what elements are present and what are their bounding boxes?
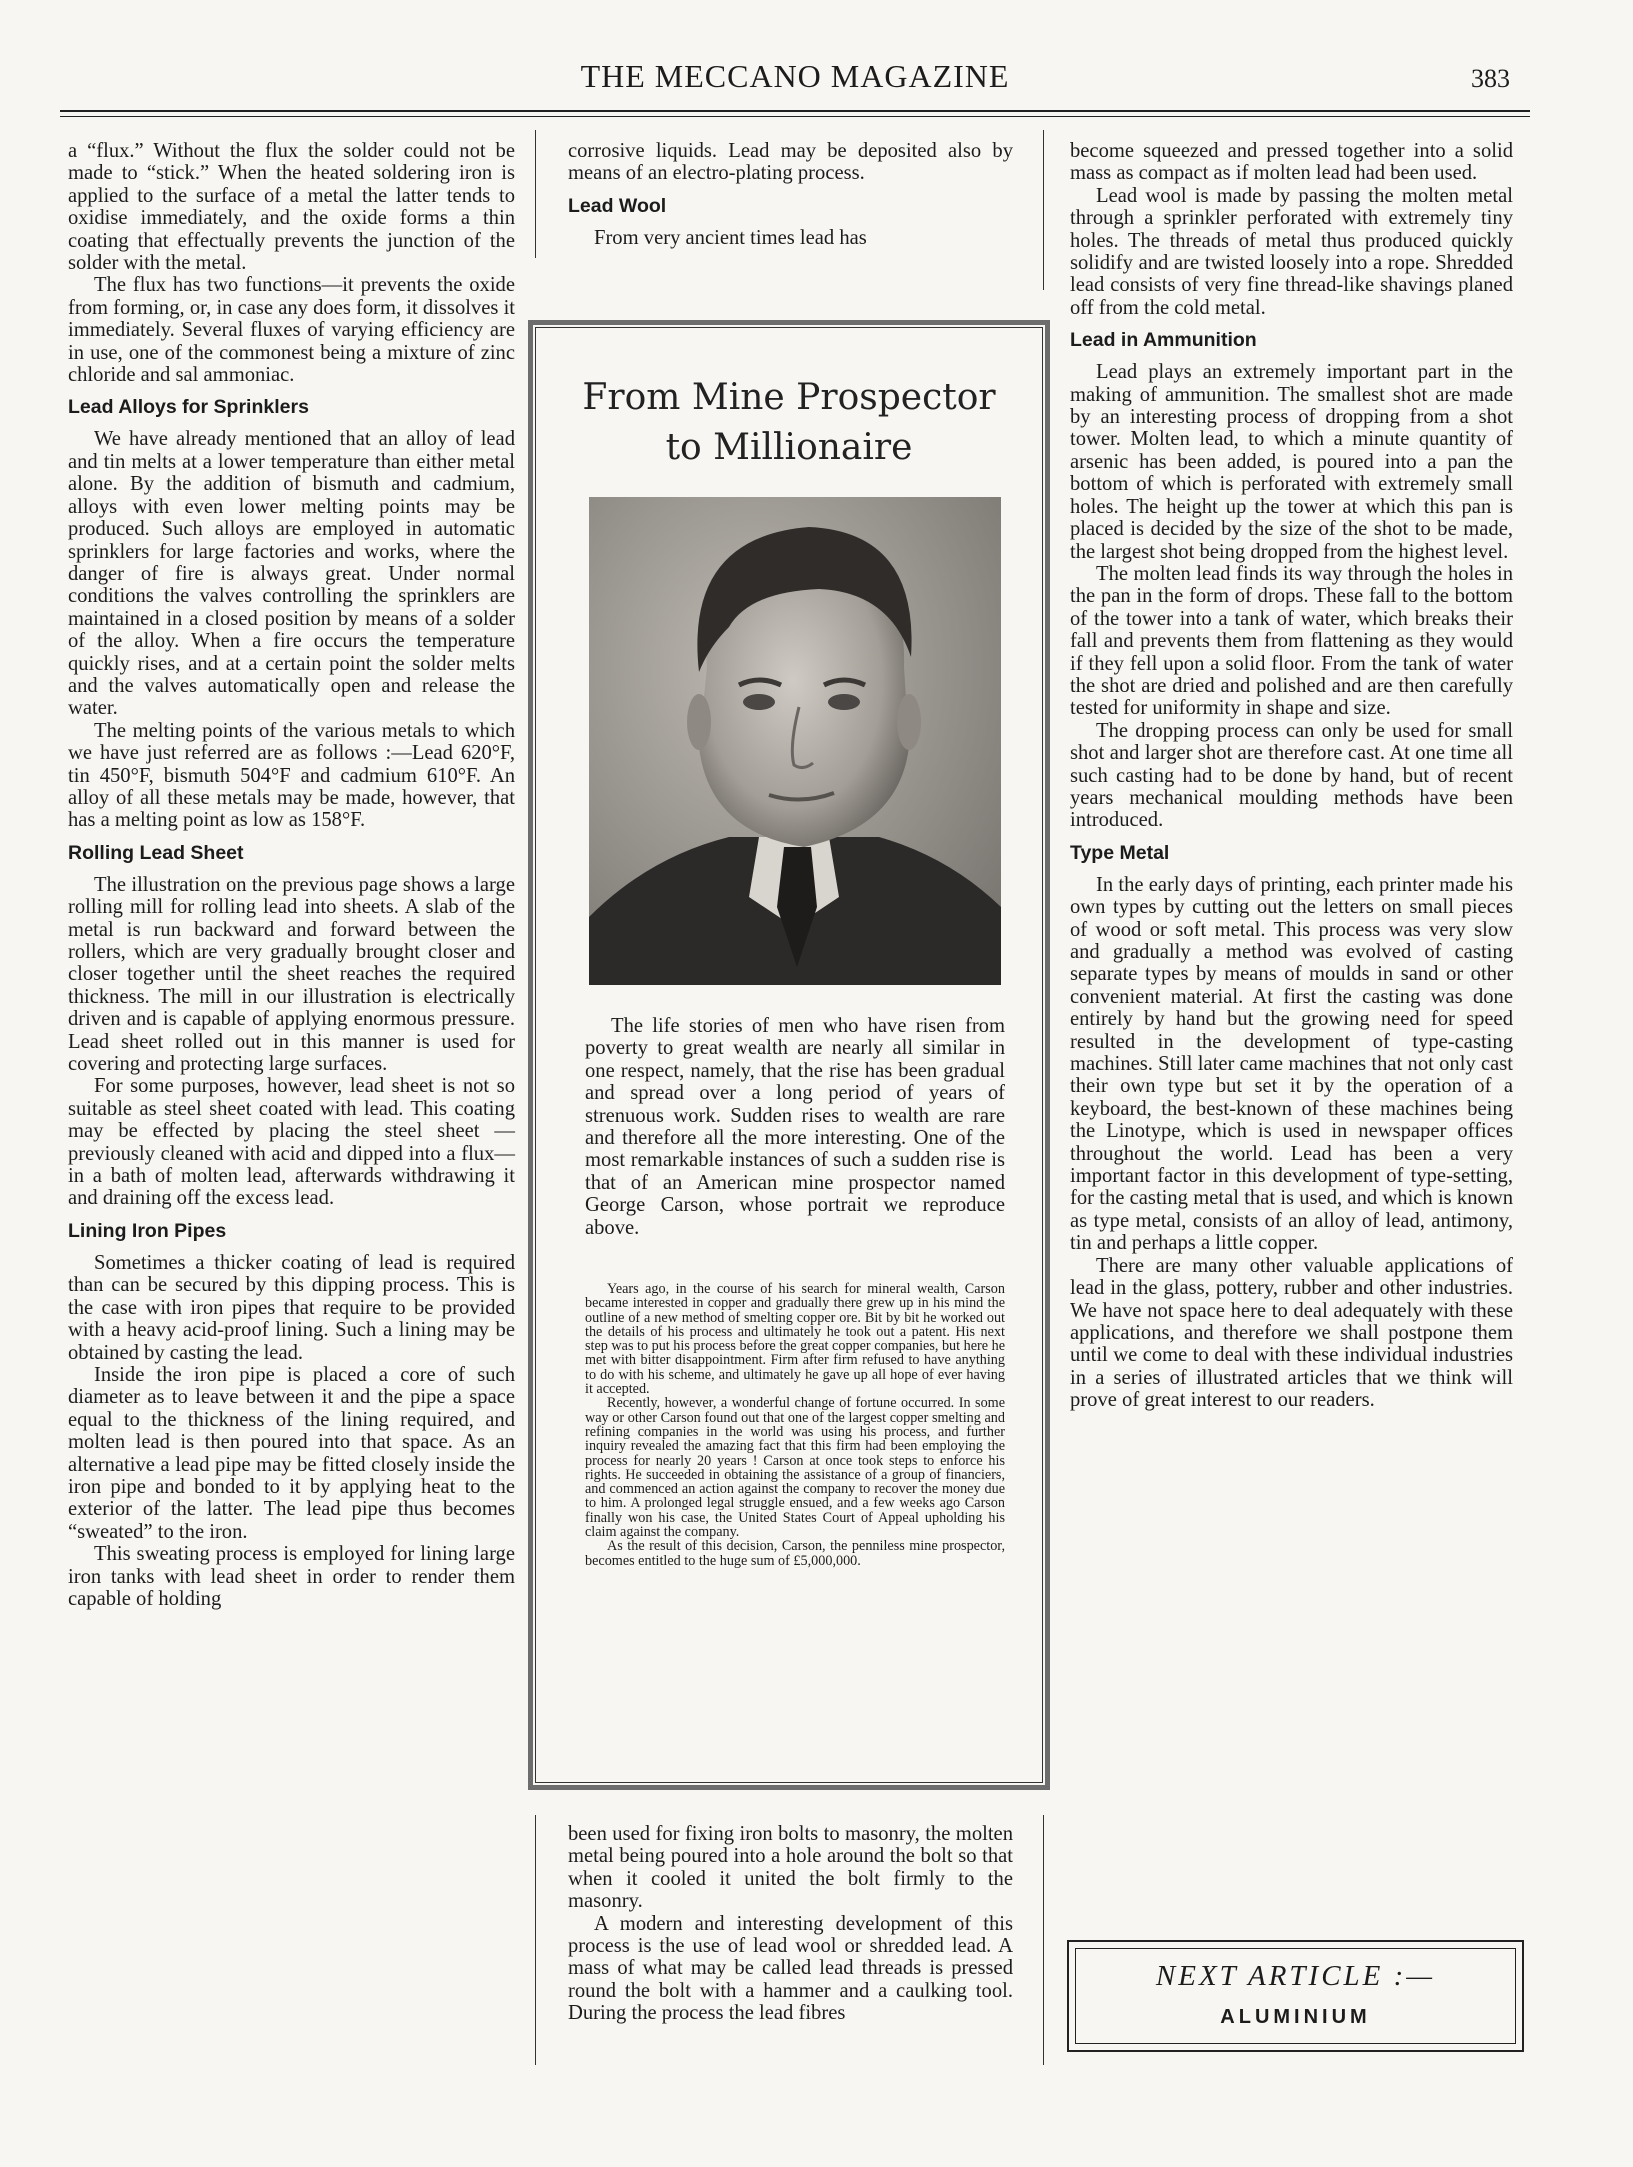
feature-intro	[585, 1015, 1005, 1239]
portrait-photo	[589, 497, 1001, 985]
paragraph: For some purposes, however, lead sheet is not so suitable as steel sheet coated with lead. This coating may be effected by placing the steel sheet —previously cleaned with acid and dipped into a flux—in a bath of molten lead, afterwards withdrawing it and draining off the excess lead.	[68, 1075, 515, 1210]
feature-body	[585, 1282, 1005, 1568]
section-heading: Lead Wool	[568, 194, 667, 217]
paragraph: There are many other valuable applications of lead in the glass, pottery, rubber and other industries. We have not space here to deal adequately with these applications, and therefore we shall postpone them until we come to deal with these individual industries in a series of illustrated articles that we think will prove of great interest to our readers.	[1070, 1254, 1513, 1412]
paragraph: This sweating process is employed for lining large iron tanks with lead sheet in order to render them capable of holding	[68, 1543, 515, 1610]
feature-box	[528, 320, 1050, 1790]
paragraph: Years ago, in the course of his search for mineral wealth, Carson became interested in copper and gradually there grew up in his mind the outline of a new method of smelting copper ore. Bit by bit he worked out the details of his process and ultimately he took out a patent. His next step was to put his process before the great copper companies, but here he met with bitter disappointment. Firm after firm refused to have anything to do with his scheme, and ultimately he gave up all hope of ever having it accepted.	[585, 1281, 1005, 1398]
header-rule	[60, 110, 1530, 112]
next-article-box	[1067, 1940, 1524, 2052]
paragraph: become squeezed and pressed together into a solid mass as compact as if molten lead had been used.	[1070, 140, 1513, 185]
column-divider	[535, 1815, 536, 2065]
paragraph: a “flux.” Without the flux the solder could not be made to “stick.” When the heated soldering iron is applied to the surface of a metal the latter tends to oxidise immediately, and the oxide forms a thin coating that effectually prevents the junction of the solder with the metal.	[68, 140, 515, 275]
paragraph: As the result of this decision, Carson, the penniless mine prospector, becomes entitled to the huge sum of £5,000,000.	[585, 1538, 1005, 1569]
paragraph: From very ancient times lead has	[594, 226, 867, 249]
column-2-bottom	[568, 1823, 1013, 2025]
header-rule-thin	[60, 116, 1530, 117]
paragraph: The life stories of men who have risen from poverty to great wealth are nearly all similar in one respect, namely, that the rise has been gradual and spread over a long period of years of strenuous work. Sudden rises to wealth are rare and therefore all the more interesting. One of the most remarkable instances of such a sudden rise is that of an American mine prospector named George Carson, whose portrait we reproduce above.	[585, 1015, 1005, 1239]
paragraph: been used for fixing iron bolts to masonry, the molten metal being poured into a hole around the bolt so that when it cooled it united the bolt firmly to the masonry.	[568, 1823, 1013, 1913]
paragraph: We have already mentioned that an alloy of lead and tin melts at a lower temperature than either metal alone. By the addition of bismuth and cadmium, alloys with even lower melting points may be produced. Such alloys are employed in automatic sprinklers for large factories and works, where the danger of fire is always great. Under normal conditions the valves controlling the sprinklers are maintained in a closed position by means of a solder of the alloy. When a fire occurs the temperature quickly rises, and at a certain point the solder melts and the valves automatically open and release the water.	[68, 428, 515, 720]
paragraph: The melting points of the various metals to which we have just referred are as follows :—Lead 620°F, tin 450°F, bismuth 504°F and cadmium 610°F. An alloy of all these metals may be made, however, that has a melting point as low as 158°F.	[68, 719, 515, 832]
section-heading: Rolling Lead Sheet	[68, 841, 244, 864]
paragraph: Recently, however, a wonderful change of fortune occurred. In some way or other Carson found out that one of the largest copper smelting and refining companies in the world was using his process, and further inquiry revealed the amazing fact that this firm had been employing the process for nearly 20 years ! Carson at once took steps to enforce his rights. He succeeded in obtaining the assistance of a group of financiers, and commenced an action against the company to recover the money due to him. A prolonged legal struggle ensued, and a few weeks ago Carson finally won his case, the United States Court of Appeal upholding his claim against the company.	[585, 1395, 1005, 1541]
paragraph: Lead plays an extremely important part in the making of ammunition. The smallest shot are made by an interesting process of dropping from a shot tower. Molten lead, to which a minute quantity of arsenic has been added, is poured into a pan the bottom of which is perforated with extremely small holes. The height up the tower at which this pan is placed is decided by the size of the shot to be made, the largest shot being dropped from the highest level.	[1070, 361, 1513, 563]
column-divider	[1043, 130, 1044, 290]
portrait-illustration	[589, 497, 1001, 985]
feature-heading-line: to Millionaire	[665, 427, 913, 468]
column-3	[1070, 140, 1513, 1412]
column-divider	[535, 130, 536, 258]
paragraph: The dropping process can only be used for small shot and larger shot are therefore cast. At one time all such casting had to be done by hand, but of recent years mechanical moulding methods have been introduced.	[1070, 719, 1513, 832]
page-header	[60, 58, 1530, 104]
section-heading: Type Metal	[1070, 841, 1170, 864]
feature-heading	[533, 373, 1045, 473]
paragraph: Lead wool is made by passing the molten metal through a sprinkler perforated with extremely tiny holes. The threads of metal thus produced quickly solidify and are twisted loosely into a rope. Shredded lead consists of very fine thread-like shavings planed off from the cold metal.	[1070, 184, 1513, 319]
paragraph: Inside the iron pipe is placed a core of such diameter as to leave between it and the pipe a space equal to the thickness of the lining required, and molten lead is then poured into that space. As an alternative a lead pipe may be fitted closely inside the iron pipe and bonded to it by applying heat to the exterior of the latter. The lead pipe thus becomes “sweated” to the iron.	[68, 1363, 515, 1543]
section-heading: Lead Alloys for Sprinklers	[68, 396, 309, 419]
magazine-title: THE MECCANO MAGAZINE	[580, 58, 1010, 94]
column-2-top	[568, 140, 1013, 249]
paragraph: The molten lead finds its way through the holes in the pan in the form of drops. These fall to the bottom of the tower into a tank of water, which breaks their fall and prevents them from flattening as they would if they fell upon a solid floor. From the tank of water the shot are dried and polished and are then carefully tested for uniformity in shape and size.	[1070, 562, 1513, 720]
section-heading: Lining Iron Pipes	[68, 1219, 227, 1242]
column-1	[68, 140, 515, 1610]
column-divider	[1043, 1815, 1044, 2065]
paragraph: Sometimes a thicker coating of lead is required than can be secured by this dipping process. This is the case with iron pipes that require to be provided with a heavy acid-proof lining. Such a lining may be obtained by casting the lead.	[68, 1251, 515, 1364]
page-number: 383	[1471, 64, 1510, 93]
next-article-subject: ALUMINIUM	[1220, 2006, 1371, 2028]
paragraph: The flux has two functions—it prevents the oxide from forming, or, in case any does form, it dissolves it immediately. Several fluxes of varying efficiency are in use, one of the commonest being a mixture of zinc chloride and sal ammoniac.	[68, 274, 516, 387]
section-heading: Lead in Ammunition	[1070, 329, 1257, 352]
paragraph: corrosive liquids. Lead may be deposited also by means of an electro-plating process.	[568, 140, 1013, 185]
paragraph: A modern and interesting development of this process is the use of lead wool or shredded lead. A mass of what may be called lead threads is pressed round the bolt with a hammer and a caulking tool. During the process the lead fibres	[568, 1912, 1013, 2025]
paragraph: The illustration on the previous page shows a large rolling mill for rolling lead into sheets. A slab of the metal is run backward and forward between the rollers, which are very gradually brought closer and closer together until the sheet reaches the required thickness. The mill in our illustration is electrically driven and is capable of applying enormous pressure. Lead sheet rolled out in this manner is used for covering and protecting large surfaces.	[68, 873, 515, 1076]
next-article-label: NEXT ARTICLE :—	[1155, 1960, 1436, 1992]
feature-heading-line: From Mine Prospector	[582, 377, 996, 418]
paragraph: In the early days of printing, each printer made his own types by cutting out the letters on small pieces of wood or soft metal. This process was very slow and gradually a method was evolved of casting separate types by means of moulds in sand or other convenient material. At first the casting was done entirely by hand but the growing need for speed resulted in the development of type-casting machines. Still later came machines that not only cast their own type but set it by the operation of a keyboard, the best-known of these machines being the Linotype, which is used in newspaper offices throughout the world. Lead has been a very important factor in this development of type-setting, for the casting metal that is used, and which is known as type metal, consists of an alloy of lead, antimony, tin and perhaps a little copper.	[1070, 873, 1513, 1255]
